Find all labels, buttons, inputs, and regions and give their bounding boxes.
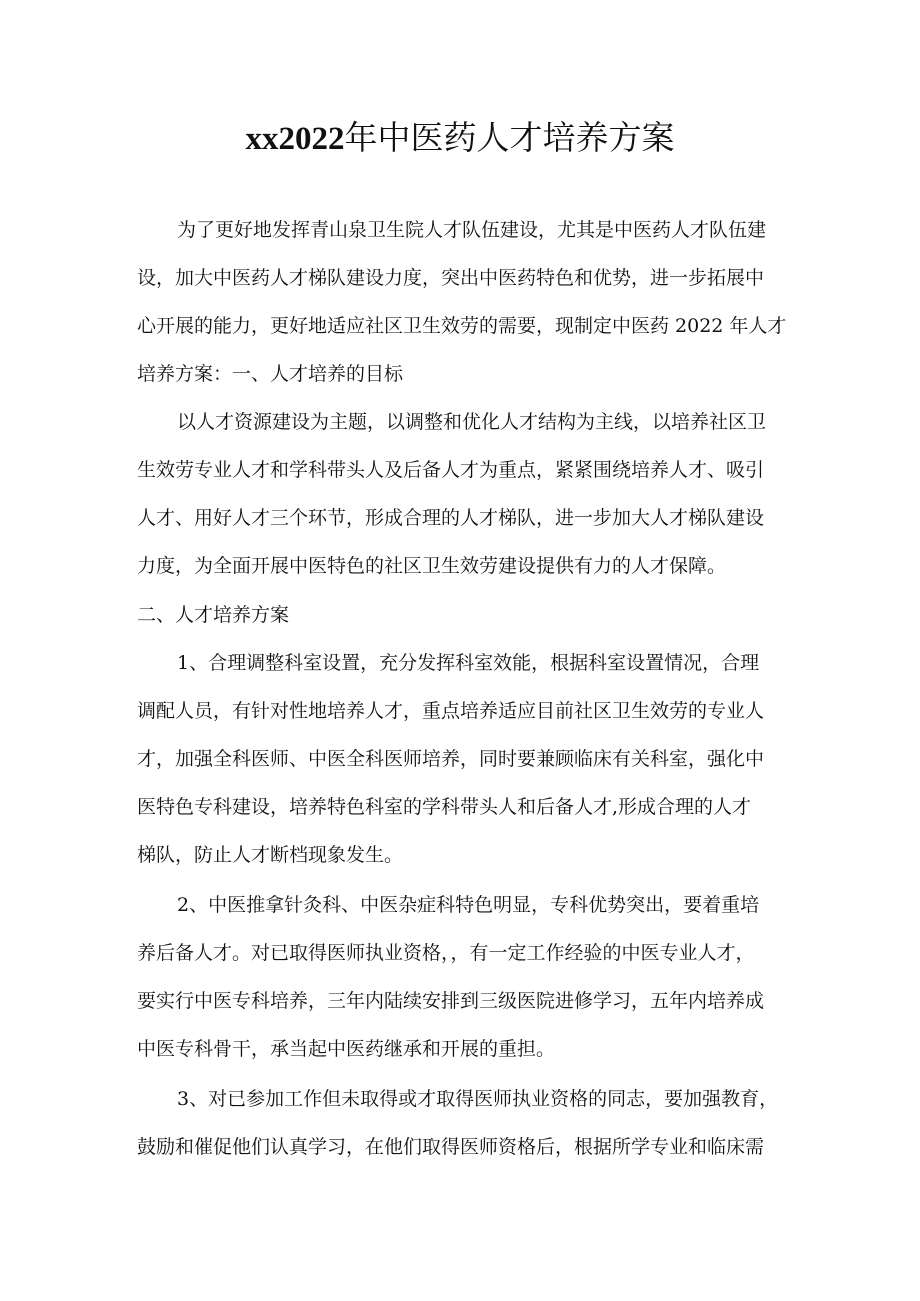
text-line: 梯队，防止人才断档现象发生。: [137, 844, 404, 866]
text-line: 力度，为全面开展中医特色的社区卫生效劳建设提供有力的人才保障。: [137, 555, 727, 577]
text-line: 设，加大中医药人才梯队建设力度，突出中医药特色和优势，进一步拓展中: [137, 267, 765, 289]
text-line: 要实行中医专科培养，三年内陆续安排到三级医院进修学习，五年内培养成: [137, 990, 765, 1012]
text-line: 才，加强全科医师、中医全科医师培养，同时要兼顾临床有关科室，强化中: [137, 748, 765, 770]
document-title: [0, 114, 920, 163]
text-line: 1、合理调整科室设置，充分发挥科室效能，根据科室设置情况，合理: [177, 652, 760, 674]
text-line: 生效劳专业人才和学科带头人及后备人才为重点，紧紧围绕培养人才、吸引: [137, 459, 765, 481]
text-line: 调配人员，有针对性地培养人才，重点培养适应目前社区卫生效劳的专业人: [137, 700, 765, 722]
title-prefix: xx2022: [245, 121, 345, 157]
text-line: 人才、用好人才三个环节，形成合理的人才梯队，进一步加大人才梯队建设: [137, 507, 765, 529]
text-line: 心开展的能力，更好地适应社区卫生效劳的需要，现制定中医药 2022 年人才: [137, 315, 787, 337]
title-main: 年中医药人才培养方案: [344, 118, 675, 157]
text-line: 养后备人才。对已取得医师执业资格，，有一定工作经验的中医专业人才，: [137, 942, 755, 964]
text-line: 2、中医推拿针灸科、中医杂症科特色明显，专科优势突出，要着重培: [177, 894, 760, 916]
text-line: 鼓励和催促他们认真学习，在他们取得医师资格后，根据所学专业和临床需: [137, 1136, 765, 1158]
section-heading: 二、人才培养方案: [137, 604, 290, 626]
text-line: 3、对已参加工作但未取得或才取得医师执业资格的同志，要加强教育，: [177, 1088, 779, 1110]
text-line: 中医专科骨干，承当起中医药继承和开展的重担。: [137, 1038, 556, 1060]
text-line: 医特色专科建设，培养特色科室的学科带头人和后备人才,形成合理的人才: [137, 796, 752, 818]
text-line: 为了更好地发挥青山泉卫生院人才队伍建设，尤其是中医药人才队伍建: [177, 219, 767, 241]
text-line: 培养方案：一、人才培养的目标: [137, 363, 404, 385]
text-line: 以人才资源建设为主题，以调整和优化人才结构为主线，以培养社区卫: [177, 411, 767, 433]
